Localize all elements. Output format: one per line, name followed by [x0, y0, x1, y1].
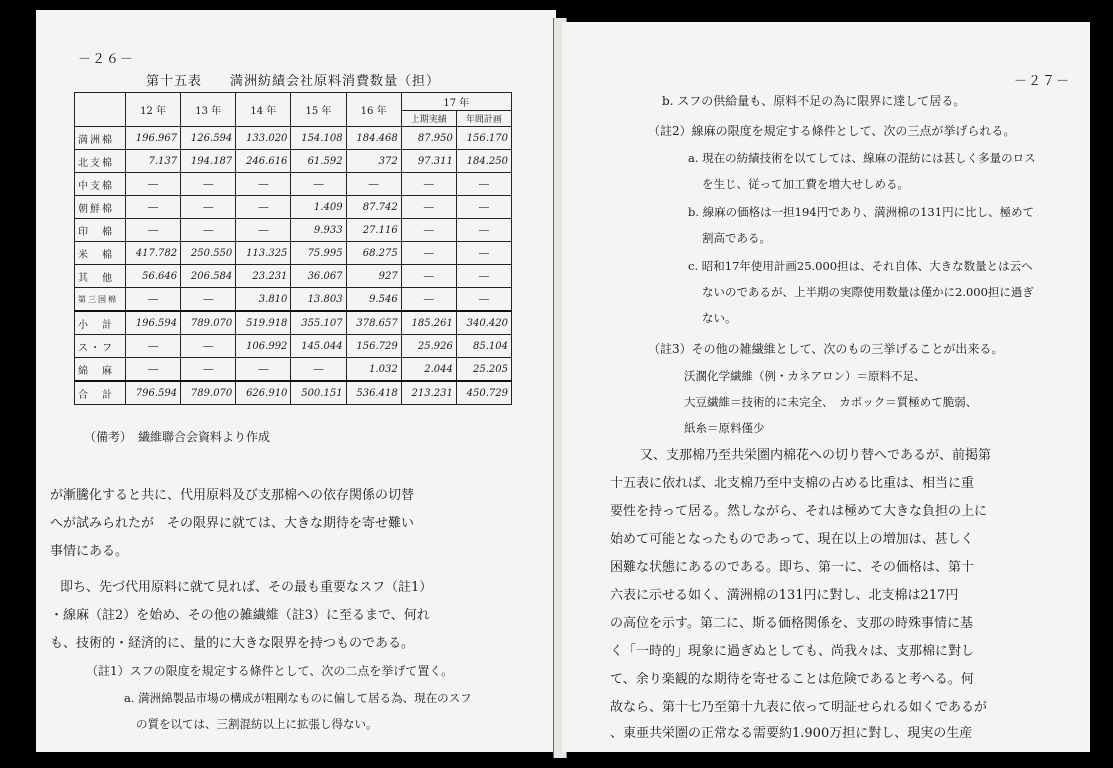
- table-cell: ―: [126, 335, 181, 358]
- body-line: て、余り楽観的な期待を寄せることは危険であると考へる。何: [610, 672, 974, 687]
- table-cell: ―: [456, 173, 511, 196]
- table-cell: ―: [126, 358, 181, 382]
- body-line: 要性を持って居る。然しながら、それは極めて大きな負担の上に: [610, 504, 988, 519]
- table-cell: ―: [181, 335, 236, 358]
- year-header: 17 年: [401, 93, 511, 111]
- table-cell: 185.261: [401, 311, 456, 335]
- page-number: －２６－: [78, 52, 135, 67]
- footnote-line: （註1）スフの限度を規定する條件として、次の二点を挙げて置く。: [86, 664, 454, 678]
- table-cell: 184.250: [456, 150, 511, 173]
- row-label: 合 計: [75, 381, 126, 405]
- table-cell: 206.584: [181, 265, 236, 288]
- body-line: へが試みられたが その限界に就ては、大きな期待を寄せ難い: [50, 516, 415, 531]
- page-number: －２７－: [1014, 74, 1071, 89]
- table-cell: 156.729: [346, 335, 401, 358]
- row-label: 印 棉: [75, 219, 126, 242]
- table-cell: 196.967: [126, 127, 181, 150]
- footnote-line: c. 昭和17年使用計画25.000担は、それ自体、大きな数量とは云へ: [688, 259, 1033, 273]
- table-cell: ―: [181, 196, 236, 219]
- table-cell: ―: [236, 219, 291, 242]
- table-cell: 378.657: [346, 311, 401, 335]
- table-cell: 87.742: [346, 196, 401, 219]
- table-cell: 355.107: [291, 311, 346, 335]
- table-cell: 196.594: [126, 311, 181, 335]
- table-row: [75, 242, 512, 265]
- table-cell: ―: [181, 219, 236, 242]
- table-cell: 87.950: [401, 127, 456, 150]
- left-page: [36, 10, 556, 752]
- table-cell: 85.104: [456, 335, 511, 358]
- table-cell: 194.187: [181, 150, 236, 173]
- table-cell: 156.170: [456, 127, 511, 150]
- table-cell: 626.910: [236, 381, 291, 405]
- table-cell: ―: [236, 358, 291, 382]
- table-cell: 36.067: [291, 265, 346, 288]
- table-cell: 500.151: [291, 381, 346, 405]
- table-cell: 1.409: [291, 196, 346, 219]
- footnote-line: a. 現在の紡績技術を以てしては、線麻の混紡には甚しく多量のロス: [688, 151, 1036, 165]
- table-cell: 417.782: [126, 242, 181, 265]
- table-cell: ―: [181, 358, 236, 382]
- table-cell: 927: [346, 265, 401, 288]
- footnote-line: b. スフの供給量も、原料不足の為に限界に達して居る。: [662, 94, 966, 108]
- table-cell: 796.594: [126, 381, 181, 405]
- table-cell: ―: [236, 173, 291, 196]
- table-cell: ―: [401, 219, 456, 242]
- table-cell: 113.325: [236, 242, 291, 265]
- body-line: 困難な状態にあるのである。即ち、第一に、その価格は、第十: [610, 560, 975, 575]
- table-cell: 213.231: [401, 381, 456, 405]
- table-cell: 250.550: [181, 242, 236, 265]
- table-cell: 789.070: [181, 311, 236, 335]
- body-line: の高位を示す。第二に、斯る価格関係を、支那の時殊事情に基: [610, 616, 973, 631]
- table-cell: 13.803: [291, 288, 346, 312]
- table-cell: 9.933: [291, 219, 346, 242]
- table-cell: 340.420: [456, 311, 511, 335]
- table-cell: ―: [291, 358, 346, 382]
- table-cell: 126.594: [181, 127, 236, 150]
- raw-material-table: [74, 92, 512, 405]
- table-row: [75, 196, 512, 219]
- footnote-line: 紙糸＝原料僅少: [684, 421, 765, 435]
- table-row: [75, 381, 512, 405]
- footnote-line: a. 満洲綿製品市場の構成が粗剛なものに偏して居る為、現在のスフ: [124, 691, 472, 705]
- table-cell: 106.992: [236, 335, 291, 358]
- table-cell: 3.810: [236, 288, 291, 312]
- row-label: 北支棉: [75, 150, 126, 173]
- table-row: [75, 173, 512, 196]
- year-header: 14 年: [236, 93, 291, 127]
- table-cell: 25.926: [401, 335, 456, 358]
- table-cell: ―: [456, 288, 511, 312]
- row-label: 綿 麻: [75, 358, 126, 382]
- table-cell: 372: [346, 150, 401, 173]
- row-label: 小 計: [75, 311, 126, 335]
- row-label: 満洲棉: [75, 127, 126, 150]
- body-line: ・線麻（註2）を始め、その他の雑繊維（註3）に至るまで、何れ: [50, 608, 430, 623]
- year-header: 13 年: [181, 93, 236, 127]
- table-cell: 536.418: [346, 381, 401, 405]
- table-cell: ―: [456, 242, 511, 265]
- footnote-line: （註2）線麻の限度を規定する條件として、次の三点が挙げられる。: [648, 124, 1016, 138]
- table-row: [75, 127, 512, 150]
- table-cell: 133.020: [236, 127, 291, 150]
- table-cell: 145.044: [291, 335, 346, 358]
- table-cell: ―: [456, 196, 511, 219]
- sub-header: 上期実績: [401, 111, 456, 127]
- row-label: 米 棉: [75, 242, 126, 265]
- footnote-line: 割高である。: [702, 231, 771, 245]
- table-cell: ―: [401, 288, 456, 312]
- table-cell: ―: [181, 288, 236, 312]
- table-row: [75, 265, 512, 288]
- body-line: 始めて可能となったものであって、現在以上の増加は、甚しく: [610, 532, 974, 547]
- body-line: 事情にある。: [50, 544, 129, 559]
- table-cell: ―: [291, 173, 346, 196]
- row-label: 其 他: [75, 265, 126, 288]
- table-cell: ―: [181, 173, 236, 196]
- body-line: 六表に示せる如く、満洲棉の131円に對し、北支棉は217円: [610, 588, 959, 603]
- footnote-line: b. 線麻の価格は一担194円であり、満洲棉の131円に比し、極めて: [688, 205, 1035, 219]
- table-cell: ―: [401, 173, 456, 196]
- table-cell: 519.918: [236, 311, 291, 335]
- year-header: 16 年: [346, 93, 401, 127]
- table-cell: ―: [126, 196, 181, 219]
- table-cell: 56.646: [126, 265, 181, 288]
- table-cell: 61.592: [291, 150, 346, 173]
- row-label: 第三国棉: [75, 288, 126, 312]
- body-line: く「一時的」現象に過ぎぬとしても、尚我々は、支那棉に對し: [610, 644, 975, 659]
- table-cell: 23.231: [236, 265, 291, 288]
- body-line: 故なら、第十七乃至第十九表に依って明証せられる如くであるが: [610, 700, 988, 715]
- body-line: も、技術的・経済的に、量的に大きな限界を持つものである。: [50, 636, 415, 651]
- year-header: 15 年: [291, 93, 346, 127]
- table-cell: ―: [126, 173, 181, 196]
- table-row: [75, 335, 512, 358]
- row-label: 中支棉: [75, 173, 126, 196]
- table-cell: 25.205: [456, 358, 511, 382]
- table-row: [75, 219, 512, 242]
- table-cell: 184.468: [346, 127, 401, 150]
- right-page: [562, 22, 1090, 752]
- table-cell: ―: [236, 196, 291, 219]
- body-line: 即ち、先づ代用原料に就て見れば、その最も重要なスフ（註1）: [60, 580, 433, 595]
- table-cell: ―: [126, 219, 181, 242]
- table-cell: 450.729: [456, 381, 511, 405]
- body-line: 十五表に依れば、北支棉乃至中支棉の占める比重は、相当に重: [610, 476, 975, 491]
- table-cell: 789.070: [181, 381, 236, 405]
- body-line: 、東亜共栄圏の正常なる需要約1.900万担に對し、現実の生産: [610, 726, 973, 741]
- table-cell: ―: [401, 242, 456, 265]
- body-line: 又、支那棉乃至共栄圏内棉花への切り替へであるが、前掲第: [640, 448, 992, 463]
- footnote-line: ないのであるが、上半期の実際使用数量は僅かに2.000担に過ぎ: [702, 285, 1034, 299]
- table-note: （備考） 繊維聯合会資料より作成: [84, 430, 271, 444]
- table-body: [75, 127, 512, 405]
- table-cell: 7.137: [126, 150, 181, 173]
- table-row: [75, 311, 512, 335]
- table-cell: ―: [401, 265, 456, 288]
- row-label: ス・フ: [75, 335, 126, 358]
- body-line: が漸騰化すると共に、代用原料及び支那棉への依存関係の切替: [50, 488, 415, 503]
- table-cell: 97.311: [401, 150, 456, 173]
- table-cell: ―: [126, 288, 181, 312]
- table-cell: 2.044: [401, 358, 456, 382]
- table-cell: ―: [456, 265, 511, 288]
- table-cell: 75.995: [291, 242, 346, 265]
- footnote-line: （註3）その他の雑繊維として、次のもの三挙げることが出来る。: [648, 342, 1004, 356]
- footnote-line: を生じ、従って加工費を増大せしめる。: [702, 177, 909, 191]
- footnote-line: ない。: [702, 311, 737, 325]
- table-cell: 154.108: [291, 127, 346, 150]
- table-row: [75, 150, 512, 173]
- table-row: [75, 358, 512, 382]
- footnote-line: の質を以ては、三割混紡以上に拡張し得ない。: [136, 717, 378, 731]
- table-title: 第十五表 満洲紡績会社原料消費数量（担）: [146, 74, 441, 89]
- sub-header: 年間計画: [456, 111, 511, 127]
- table-cell: 68.275: [346, 242, 401, 265]
- table-cell: ―: [401, 196, 456, 219]
- table-row: [75, 288, 512, 312]
- table-cell: ―: [456, 219, 511, 242]
- table-cell: 1.032: [346, 358, 401, 382]
- row-label: 朝鮮棉: [75, 196, 126, 219]
- footnote-line: 大豆繊維＝技術的に未完全、 カポック＝質極めて脆弱、: [684, 395, 978, 409]
- table-cell: 27.116: [346, 219, 401, 242]
- year-header: 12 年: [126, 93, 181, 127]
- table-corner-cell: [75, 93, 126, 127]
- table-cell: 9.546: [346, 288, 401, 312]
- table-cell: ―: [346, 173, 401, 196]
- footnote-line: 沃濶化学繊維（例・カネアロン）＝原料不足、: [684, 369, 926, 383]
- table-cell: 246.616: [236, 150, 291, 173]
